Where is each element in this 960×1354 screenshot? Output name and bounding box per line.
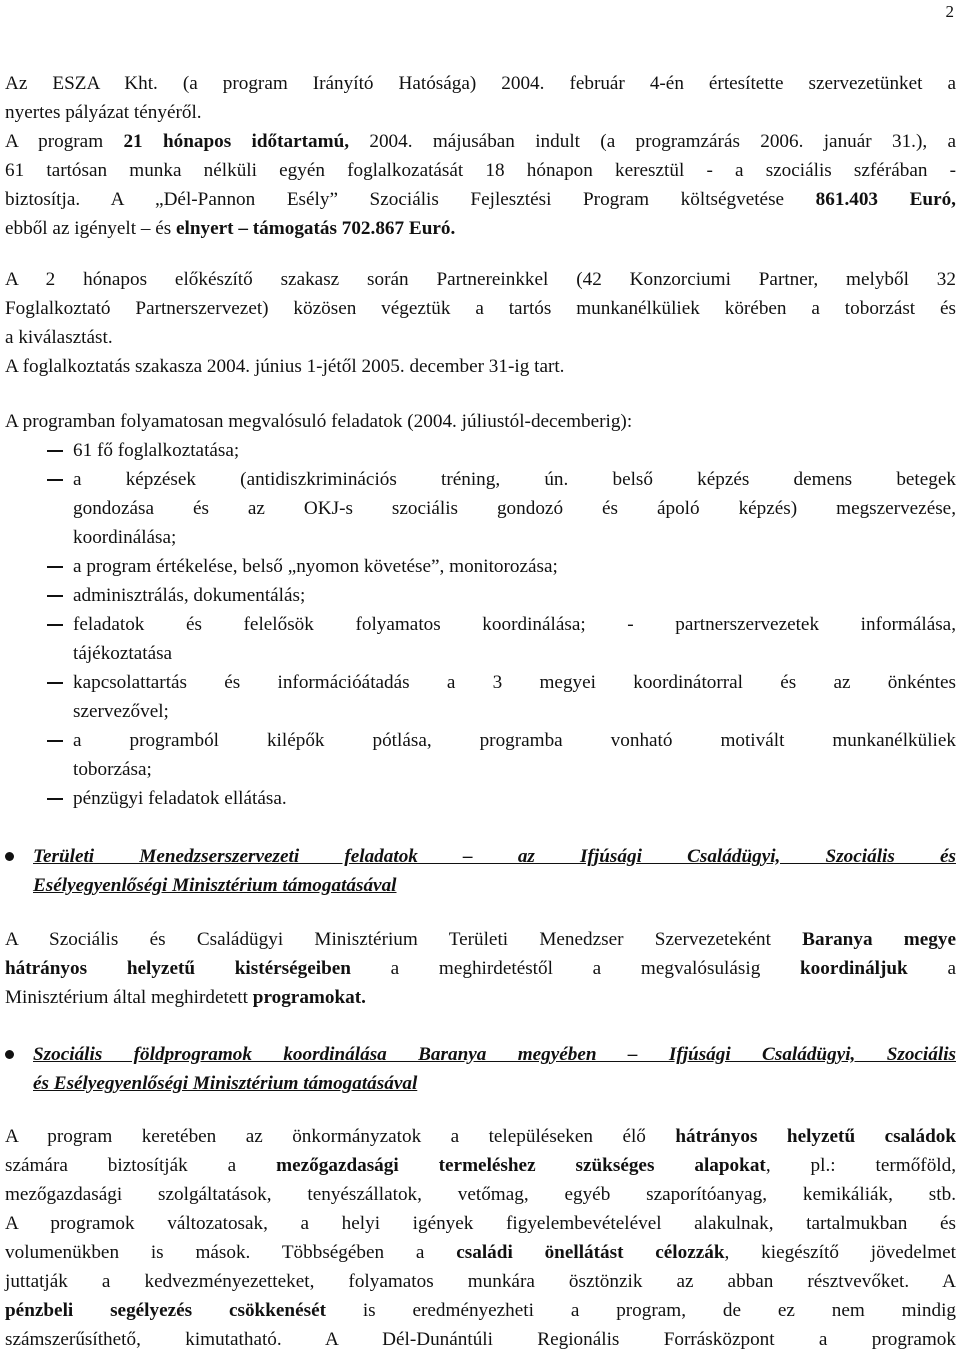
text-line: számára biztosítják a mezőgazdasági termeléshez szükséges alapokat, pl.: termőföld,	[5, 1155, 957, 1176]
text-line: Minisztérium által meghirdetett programokat.	[5, 987, 366, 1008]
list-item: a képzések (antidiszkriminációs tréning, ún. belső képzés demens betegek gondozása és az OKJ-s szociális gondozó és ápoló képzés) megszervezése, koordinálása;	[73, 465, 956, 552]
section-heading-1: Területi Menedzserszervezeti feladatok – az Ifjúsági Családügyi, Szociális és Esélyegyenlőségi Minisztérium támogatásával	[33, 842, 956, 900]
dash-bullet-icon	[47, 566, 63, 568]
page-number: 2	[945, 2, 954, 21]
tasks-list	[73, 436, 956, 813]
list-item: adminisztrálás, dokumentálás;	[73, 581, 956, 610]
text-line: A foglalkoztatás szakasza 2004. június 1-jétől 2005. december 31-ig tart.	[5, 356, 565, 377]
text-line: A programban folyamatosan megvalósuló feladatok (2004. júliustól-decemberig):	[5, 411, 633, 432]
text-line: juttatják a kedvezményezetteket, folyamatos munkára ösztönzik az abban résztvevőket. A	[5, 1271, 956, 1292]
text-line: 61 tartósan munka nélküli egyén foglalkozatását 18 hónapon keresztül - a szociális szférában -	[5, 160, 956, 181]
dash-bullet-icon	[47, 624, 63, 626]
text-line: számszerűsíthető, kimutatható. A Dél-Dunántúli Regionális Forrásközpont a programok	[5, 1329, 956, 1350]
dash-bullet-icon	[47, 595, 63, 597]
text-line: A Szociális és Családügyi Minisztérium Területi Menedzser Szervezeteként Baranya megye	[5, 929, 956, 950]
text-line: A programok változatosak, a helyi igények figyelembevételével alakulnak, tartalmukban és	[5, 1213, 956, 1234]
bullet-icon	[5, 852, 14, 861]
list-item: a programból kilépők pótlása, programba vonható motivált munkanélküliek toborzása;	[73, 726, 956, 784]
dash-bullet-icon	[47, 682, 63, 684]
text-line: biztosítja. A „Dél-Pannon Esély” Szociális Fejlesztési Program költségvetése 861.403 Euró,	[5, 189, 956, 210]
text-line: Foglalkoztató Partnerszervezet) közösen végeztük a tartós munkanélküliek körében a toborzást és	[5, 298, 956, 319]
dash-bullet-icon	[47, 740, 63, 742]
text-line: a kiválasztást.	[5, 327, 113, 348]
list-item: feladatok és felelősök folyamatos koordinálása; - partnerszervezetek informálása, tájékoztatása	[73, 610, 956, 668]
text-line: A 2 hónapos előkészítő szakasz során Partnereinkkel (42 Konzorciumi Partner, melyből 32	[5, 269, 956, 290]
tasks-intro	[5, 407, 956, 436]
list-item: 61 fő foglalkoztatása;	[73, 436, 956, 465]
dash-bullet-icon	[47, 798, 63, 800]
text-line: nyertes pályázat tényéről.	[5, 102, 202, 123]
section1-paragraph	[5, 925, 956, 1012]
list-item: pénzügyi feladatok ellátása.	[73, 784, 956, 813]
text-line: Az ESZA Kht. (a program Irányító Hatósága) 2004. február 4-én értesítette szervezetünket a	[5, 73, 956, 94]
text-line: A program 21 hónapos időtartamú, 2004. májusában indult (a programzárás 2006. január 31.), a	[5, 131, 956, 152]
text-line: hátrányos helyzetű kistérségeiben a meghirdetéstől a megvalósulásig koordináljuk a	[5, 958, 956, 979]
text-line: ebből az igényelt – és elnyert – támogatás 702.867 Euró.	[5, 218, 456, 239]
text-line: A program keretében az önkormányzatok a településeken élő hátrányos helyzetű családok	[5, 1126, 957, 1147]
preparation-paragraph	[5, 265, 956, 381]
dash-bullet-icon	[47, 479, 63, 481]
list-item: kapcsolattartás és információátadás a 3 megyei koordinátorral és az önkéntes szervezővel;	[73, 668, 956, 726]
section-heading-2: Szociális földprogramok koordinálása Baranya megyében – Ifjúsági Családügyi, Szociális és Esélyegyenlőségi Minisztérium támogatásával	[33, 1040, 956, 1098]
text-line: pénzbeli segélyezés csökkenését is eredményezheti a program, de ez nem mindig	[5, 1300, 956, 1321]
bullet-icon	[5, 1050, 14, 1059]
section2-paragraph	[5, 1122, 956, 1354]
text-line: volumenükben is mások. Többségében a családi önellátást célozzák, kiegészítő jövedelmet	[5, 1242, 956, 1263]
list-item: a program értékelése, belső „nyomon követése”, monitorozása;	[73, 552, 956, 581]
text-line: mezőgazdasági szolgáltatások, tenyészállatok, vetőmag, egyéb szaporítóanyag, kemikáliák, stb.	[5, 1184, 956, 1205]
intro-paragraph	[5, 69, 956, 243]
dash-bullet-icon	[47, 450, 63, 452]
